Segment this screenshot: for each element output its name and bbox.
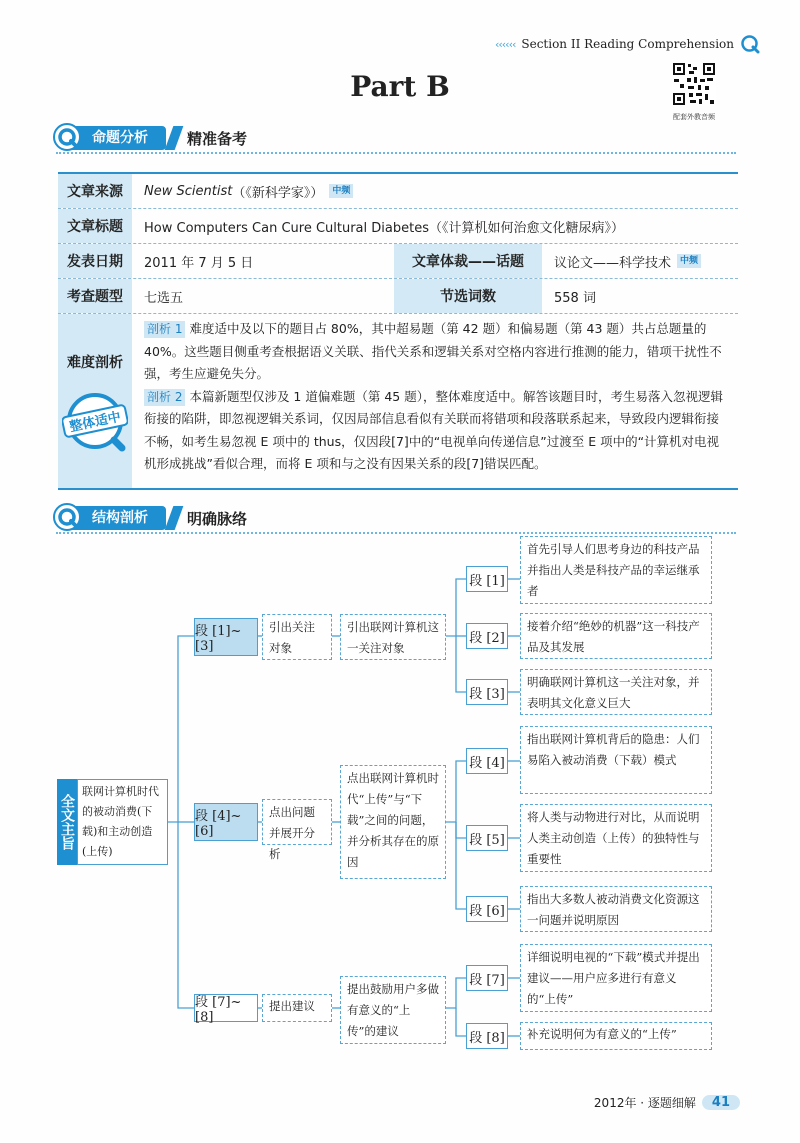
structure-title-pill: [56, 506, 166, 530]
title-label: 文章标题: [58, 209, 132, 243]
source-value-cell: [132, 174, 738, 208]
genre-value: 议论文——科学技术: [554, 255, 672, 271]
para-desc-3: 明确联网计算机这一关注对象，并表明其文化意义巨大: [520, 669, 712, 715]
date-label: 发表日期: [58, 244, 132, 278]
source-value: New Scientist: [144, 183, 233, 199]
structure-subtitle: 明确脉络: [187, 509, 248, 528]
part-title: Part B: [350, 70, 450, 103]
type-value: 七选五: [144, 290, 184, 306]
difficulty-label: 难度剖析: [67, 355, 123, 371]
words-value: 558 词: [554, 290, 596, 306]
q-badge-icon: [52, 122, 84, 154]
words-label: 节选词数: [394, 279, 542, 313]
para-desc-2: 接着介绍“绝妙的机器”这一科技产品及其发展: [520, 613, 712, 659]
structure-section-header: [56, 504, 247, 532]
running-header: [495, 34, 760, 54]
frequency-tag: 中频: [329, 184, 353, 198]
table-row: [58, 244, 738, 279]
qr-caption: 配套外教音频: [673, 113, 715, 121]
main-idea-tag: [57, 779, 77, 865]
genre-label: 文章体裁——话题: [394, 244, 542, 278]
para-desc-5: 将人类与动物进行对比，从而说明人类主动创造（上传）的独特性与重要性: [520, 804, 712, 872]
para-node-8: 段 [8]: [466, 1023, 508, 1049]
para-desc-1: 首先引导人们思考身边的科技产品并指出人类是科技产品的幸运继承者: [520, 536, 712, 604]
difficulty-stamp-text: 整体适中: [68, 409, 123, 436]
para-node-4: 段 [4]: [466, 748, 508, 774]
group-node-1: 段 [1]~[3]: [194, 618, 258, 656]
structure-divider-line: [56, 532, 736, 534]
group-summary-2: 点出联网计算机时代“上传”与“下载”之间的问题，并分析其存在的原因: [340, 765, 446, 879]
para-desc-4: 指出联网计算机背后的隐患：人们易陷入被动消费（下载）模式: [520, 726, 712, 794]
main-idea-tag-text: 全文主旨: [59, 794, 75, 850]
difficulty-header: [58, 314, 132, 488]
para-desc-6: 指出大多数人被动消费文化资源这一问题并说明原因: [520, 886, 712, 932]
title-divider: [165, 126, 184, 150]
genre-value-cell: [542, 244, 738, 278]
difficulty-stamp-icon: [62, 388, 128, 454]
section-arrows: ‹‹‹‹‹‹: [494, 37, 516, 51]
para-desc-7: 详细说明电视的“下载”模式并提出建议——用户应多进行有意义的“上传”: [520, 944, 712, 1012]
para-node-7: 段 [7]: [466, 965, 508, 991]
section-title: Section II Reading Comprehension: [521, 37, 734, 51]
analysis-paragraph-1: [144, 318, 728, 386]
frequency-tag: 中频: [677, 254, 701, 268]
difficulty-body: [132, 314, 738, 488]
book-title: 2012年 · 逐题细解: [593, 1096, 696, 1110]
source-label: 文章来源: [58, 174, 132, 208]
q-logo-icon: [740, 34, 760, 54]
group-role-1: 引出关注对象: [262, 614, 332, 660]
date-value: 2011 年 7 月 5 日: [144, 255, 254, 271]
group-summary-3: 提出鼓励用户多做有意义的“上传”的建议: [340, 976, 446, 1044]
main-idea-box: 联网计算机时代的被动消费(下载)和主动创造(上传): [77, 779, 168, 865]
source-cn: （《新科学家》）: [232, 185, 324, 201]
table-row: [58, 279, 738, 314]
analysis-title-pill: [56, 126, 166, 150]
title-value: How Computers Can Cure Cultural Diabetes（《计算机如何治愈文化糖尿病》）: [144, 220, 624, 236]
structure-title: 结构剖析: [92, 510, 148, 526]
page-footer: [594, 1094, 740, 1111]
para-node-5: 段 [5]: [466, 825, 508, 851]
group-summary-1: 引出联网计算机这一关注对象: [340, 614, 446, 660]
analysis-badge-1: 剖析 1: [144, 321, 185, 338]
q-badge-icon: [52, 502, 84, 534]
article-info-table: [58, 172, 738, 490]
para-node-3: 段 [3]: [466, 679, 508, 705]
analysis-title: 命题分析: [92, 130, 148, 146]
analysis-divider-line: [56, 152, 736, 154]
title-divider: [165, 506, 184, 530]
qr-code-icon[interactable]: [672, 62, 716, 106]
para-node-2: 段 [2]: [466, 623, 508, 649]
type-label: 考查题型: [58, 279, 132, 313]
analysis-section-header: [56, 124, 247, 152]
para-node-6: 段 [6]: [466, 896, 508, 922]
group-node-3: 段 [7]~[8]: [194, 994, 258, 1022]
analysis-subtitle: 精准备考: [187, 129, 248, 148]
para-desc-8: 补充说明何为有意义的“上传”: [520, 1022, 712, 1050]
para-node-1: 段 [1]: [466, 566, 508, 592]
analysis-text-1: 难度适中及以下的题目占 80%，其中超易题（第 42 题）和偏易题（第 43 题）共占总题量的 40%。这些题目侧重考查根据语义关联、指代关系和逻辑关系对空格内容进行推测的能力，错项干扰性不强，考生应避免失分。: [144, 321, 722, 381]
group-node-2: 段 [4]~[6]: [194, 803, 258, 841]
difficulty-row: [58, 314, 738, 490]
table-row: [58, 174, 738, 209]
analysis-paragraph-2: [144, 386, 728, 476]
group-role-3: 提出建议: [262, 994, 332, 1022]
page-number: 41: [702, 1095, 740, 1110]
group-role-2: 点出问题并展开分析: [262, 799, 332, 845]
analysis-badge-2: 剖析 2: [144, 389, 185, 406]
table-row: [58, 209, 738, 244]
analysis-text-2: 本篇新题型仅涉及 1 道偏难题（第 45 题），整体难度适中。解答该题目时，考生易落入忽视逻辑衔接的陷阱，即忽视逻辑关系词，仅因局部信息看似有关联而将错项和段落联系起来，导致段内逻辑衔接不畅，如考生易忽视 E 项中的 thus，仅因段[7]中的“电视单向传递信息”过渡至 E 项中的“计算机对电视机形成挑战”看似合理，而将 E 项和与之没有因果关系的段[7]错误匹配。: [144, 388, 723, 471]
